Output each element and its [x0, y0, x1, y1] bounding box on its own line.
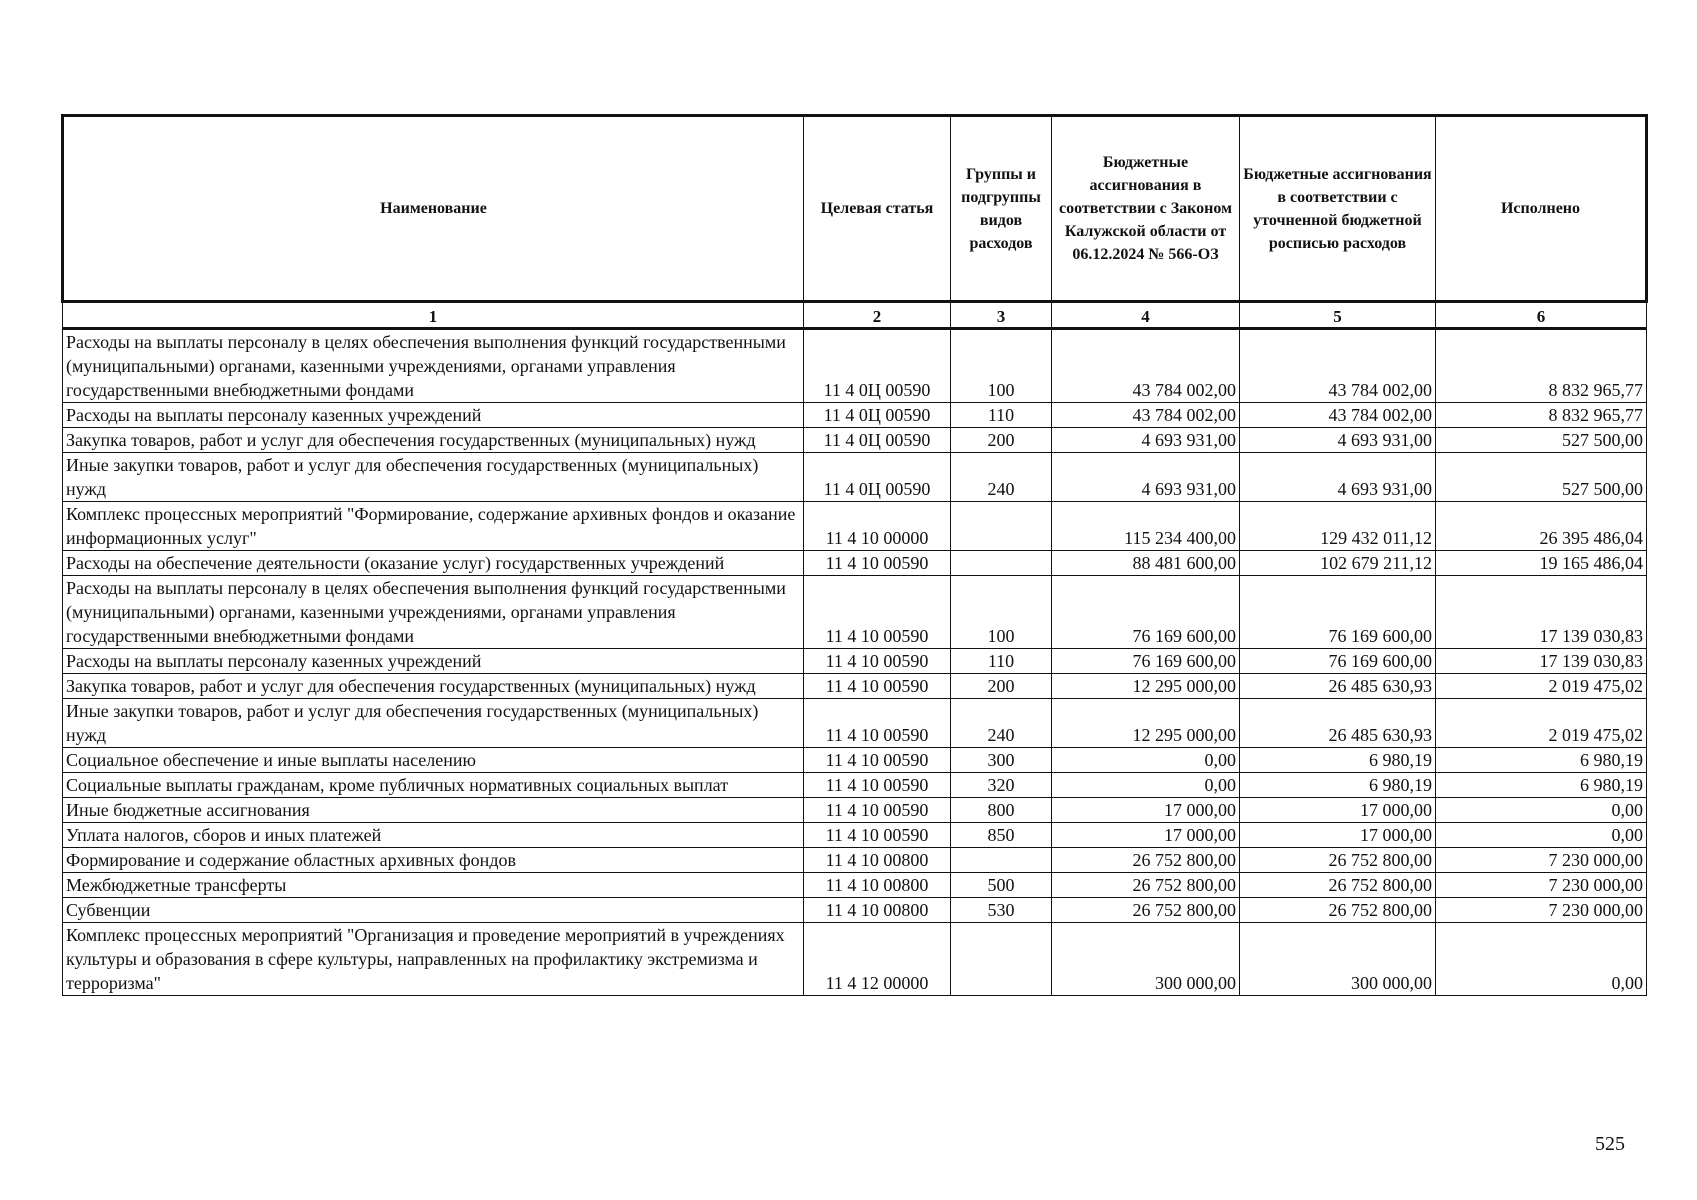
row-law-amount: 43 784 002,00 [1052, 329, 1240, 403]
row-executed-amount: 7 230 000,00 [1436, 848, 1647, 873]
row-target-article: 11 4 10 00590 [804, 576, 951, 649]
row-revised-amount: 43 784 002,00 [1240, 403, 1436, 428]
row-law-amount: 12 295 000,00 [1052, 699, 1240, 748]
row-name: Расходы на выплаты персоналу казенных учреждений [63, 649, 804, 674]
row-executed-amount: 0,00 [1436, 823, 1647, 848]
table-row [63, 329, 1647, 403]
row-expense-group: 300 [951, 748, 1052, 773]
budget-execution-table [61, 114, 1648, 996]
row-expense-group: 500 [951, 873, 1052, 898]
row-name: Расходы на обеспечение деятельности (оказание услуг) государственных учреждений [63, 551, 804, 576]
table-row [63, 403, 1647, 428]
header-law-appropriations: Бюджетные ассигнования в соответствии с Законом Калужской области от 06.12.2024 № 566-ОЗ [1052, 116, 1240, 302]
row-law-amount: 300 000,00 [1052, 923, 1240, 996]
table-row [63, 428, 1647, 453]
column-number-row [63, 302, 1647, 329]
row-executed-amount: 0,00 [1436, 798, 1647, 823]
table-row [63, 674, 1647, 699]
row-expense-group: 200 [951, 674, 1052, 699]
table-row [63, 873, 1647, 898]
column-number: 6 [1436, 302, 1647, 329]
row-executed-amount: 0,00 [1436, 923, 1647, 996]
row-expense-group [951, 551, 1052, 576]
row-expense-group [951, 502, 1052, 551]
column-number: 3 [951, 302, 1052, 329]
row-expense-group: 240 [951, 453, 1052, 502]
row-revised-amount: 26 752 800,00 [1240, 873, 1436, 898]
table-row [63, 923, 1647, 996]
row-law-amount: 12 295 000,00 [1052, 674, 1240, 699]
page-number: 525 [1595, 1133, 1625, 1155]
header-target-article: Целевая статья [804, 116, 951, 302]
header-executed: Исполнено [1436, 116, 1647, 302]
row-revised-amount: 76 169 600,00 [1240, 649, 1436, 674]
row-expense-group: 320 [951, 773, 1052, 798]
header-revised-appropriations: Бюджетные ассигнования в соответствии с уточненной бюджетной росписью расходов [1240, 116, 1436, 302]
row-law-amount: 43 784 002,00 [1052, 403, 1240, 428]
row-name: Иные бюджетные ассигнования [63, 798, 804, 823]
row-executed-amount: 6 980,19 [1436, 773, 1647, 798]
row-law-amount: 115 234 400,00 [1052, 502, 1240, 551]
row-law-amount: 4 693 931,00 [1052, 453, 1240, 502]
table-row [63, 848, 1647, 873]
row-executed-amount: 26 395 486,04 [1436, 502, 1647, 551]
row-target-article: 11 4 10 00590 [804, 773, 951, 798]
row-expense-group: 240 [951, 699, 1052, 748]
row-target-article: 11 4 10 00590 [804, 649, 951, 674]
table-row [63, 748, 1647, 773]
row-revised-amount: 4 693 931,00 [1240, 453, 1436, 502]
row-target-article: 11 4 10 00590 [804, 674, 951, 699]
column-number: 1 [63, 302, 804, 329]
row-expense-group: 200 [951, 428, 1052, 453]
row-target-article: 11 4 10 00590 [804, 748, 951, 773]
row-revised-amount: 6 980,19 [1240, 748, 1436, 773]
row-law-amount: 17 000,00 [1052, 798, 1240, 823]
table-row [63, 502, 1647, 551]
table-row [63, 798, 1647, 823]
row-executed-amount: 8 832 965,77 [1436, 329, 1647, 403]
table-row [63, 823, 1647, 848]
row-executed-amount: 2 019 475,02 [1436, 674, 1647, 699]
row-expense-group: 110 [951, 649, 1052, 674]
row-executed-amount: 527 500,00 [1436, 453, 1647, 502]
column-number: 2 [804, 302, 951, 329]
row-executed-amount: 19 165 486,04 [1436, 551, 1647, 576]
row-executed-amount: 6 980,19 [1436, 748, 1647, 773]
row-name: Социальные выплаты гражданам, кроме публичных нормативных социальных выплат [63, 773, 804, 798]
row-target-article: 11 4 10 00590 [804, 798, 951, 823]
row-executed-amount: 2 019 475,02 [1436, 699, 1647, 748]
row-expense-group [951, 848, 1052, 873]
row-target-article: 11 4 10 00590 [804, 551, 951, 576]
row-target-article: 11 4 12 00000 [804, 923, 951, 996]
row-revised-amount: 4 693 931,00 [1240, 428, 1436, 453]
row-name: Иные закупки товаров, работ и услуг для обеспечения государственных (муниципальных) нужд [63, 699, 804, 748]
row-revised-amount: 300 000,00 [1240, 923, 1436, 996]
row-expense-group [951, 923, 1052, 996]
header-expense-groups: Группы и подгруппы видов расходов [951, 116, 1052, 302]
row-law-amount: 17 000,00 [1052, 823, 1240, 848]
header-name: Наименование [63, 116, 804, 302]
row-executed-amount: 8 832 965,77 [1436, 403, 1647, 428]
row-target-article: 11 4 10 00590 [804, 823, 951, 848]
header-row [63, 116, 1647, 302]
row-revised-amount: 43 784 002,00 [1240, 329, 1436, 403]
table-row [63, 453, 1647, 502]
row-target-article: 11 4 10 00000 [804, 502, 951, 551]
row-name: Расходы на выплаты персоналу в целях обеспечения выполнения функций государственными (муниципальными) органами, казенными учреждениями, органами управления государственными внебюджетными фондами [63, 576, 804, 649]
row-law-amount: 0,00 [1052, 773, 1240, 798]
row-target-article: 11 4 10 00800 [804, 873, 951, 898]
row-law-amount: 0,00 [1052, 748, 1240, 773]
table-row [63, 898, 1647, 923]
row-name: Комплекс процессных мероприятий "Формирование, содержание архивных фондов и оказание информационных услуг" [63, 502, 804, 551]
row-name: Уплата налогов, сборов и иных платежей [63, 823, 804, 848]
row-revised-amount: 26 752 800,00 [1240, 848, 1436, 873]
row-expense-group: 850 [951, 823, 1052, 848]
row-revised-amount: 6 980,19 [1240, 773, 1436, 798]
row-law-amount: 76 169 600,00 [1052, 576, 1240, 649]
table-row [63, 699, 1647, 748]
row-name: Закупка товаров, работ и услуг для обеспечения государственных (муниципальных) нужд [63, 674, 804, 699]
row-name: Расходы на выплаты персоналу в целях обеспечения выполнения функций государственными (муниципальными) органами, казенными учреждениями, органами управления государственными внебюджетными фондами [63, 329, 804, 403]
row-revised-amount: 26 485 630,93 [1240, 674, 1436, 699]
row-revised-amount: 76 169 600,00 [1240, 576, 1436, 649]
table-row [63, 551, 1647, 576]
row-executed-amount: 17 139 030,83 [1436, 649, 1647, 674]
row-target-article: 11 4 0Ц 00590 [804, 453, 951, 502]
row-law-amount: 88 481 600,00 [1052, 551, 1240, 576]
row-name: Закупка товаров, работ и услуг для обеспечения государственных (муниципальных) нужд [63, 428, 804, 453]
row-expense-group: 100 [951, 576, 1052, 649]
row-target-article: 11 4 10 00800 [804, 898, 951, 923]
table-row [63, 773, 1647, 798]
row-executed-amount: 17 139 030,83 [1436, 576, 1647, 649]
row-name: Расходы на выплаты персоналу казенных учреждений [63, 403, 804, 428]
row-revised-amount: 17 000,00 [1240, 823, 1436, 848]
row-law-amount: 26 752 800,00 [1052, 898, 1240, 923]
row-executed-amount: 527 500,00 [1436, 428, 1647, 453]
row-name: Субвенции [63, 898, 804, 923]
column-number: 5 [1240, 302, 1436, 329]
row-executed-amount: 7 230 000,00 [1436, 873, 1647, 898]
row-revised-amount: 102 679 211,12 [1240, 551, 1436, 576]
row-target-article: 11 4 10 00590 [804, 699, 951, 748]
row-target-article: 11 4 0Ц 00590 [804, 329, 951, 403]
row-law-amount: 26 752 800,00 [1052, 848, 1240, 873]
row-expense-group: 100 [951, 329, 1052, 403]
row-law-amount: 26 752 800,00 [1052, 873, 1240, 898]
row-revised-amount: 26 485 630,93 [1240, 699, 1436, 748]
row-name: Иные закупки товаров, работ и услуг для обеспечения государственных (муниципальных) нужд [63, 453, 804, 502]
table-row [63, 649, 1647, 674]
row-target-article: 11 4 0Ц 00590 [804, 403, 951, 428]
row-law-amount: 76 169 600,00 [1052, 649, 1240, 674]
row-target-article: 11 4 0Ц 00590 [804, 428, 951, 453]
row-revised-amount: 129 432 011,12 [1240, 502, 1436, 551]
row-expense-group: 530 [951, 898, 1052, 923]
row-name: Социальное обеспечение и иные выплаты населению [63, 748, 804, 773]
row-target-article: 11 4 10 00800 [804, 848, 951, 873]
row-name: Комплекс процессных мероприятий "Организация и проведение мероприятий в учреждениях культуры и образования в сфере культуры, направленных на профилактику экстремизма и терроризма" [63, 923, 804, 996]
table-row [63, 576, 1647, 649]
row-name: Формирование и содержание областных архивных фондов [63, 848, 804, 873]
row-expense-group: 800 [951, 798, 1052, 823]
row-executed-amount: 7 230 000,00 [1436, 898, 1647, 923]
row-name: Межбюджетные трансферты [63, 873, 804, 898]
row-revised-amount: 26 752 800,00 [1240, 898, 1436, 923]
row-expense-group: 110 [951, 403, 1052, 428]
column-number: 4 [1052, 302, 1240, 329]
row-revised-amount: 17 000,00 [1240, 798, 1436, 823]
row-law-amount: 4 693 931,00 [1052, 428, 1240, 453]
